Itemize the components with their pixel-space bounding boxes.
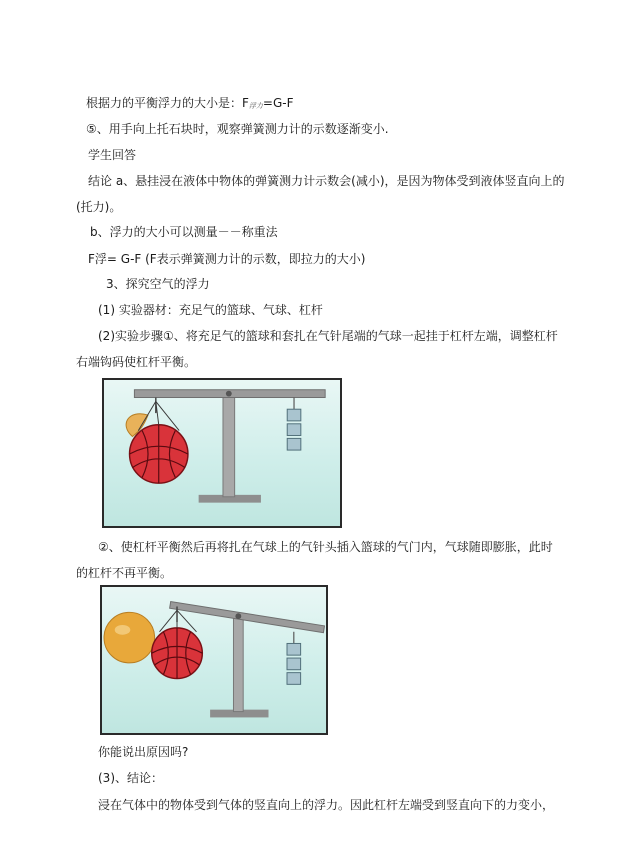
text-line-2: ⑤、用手向上托石块时，观察弹簧测力计的示数逐渐变小. — [86, 122, 389, 136]
text-line-1 — [86, 95, 294, 114]
text-line-12: ②、使杠杆平衡然后再将扎在气球上的气针头插入篮球的气门内，气球随即膨胀，此时 — [98, 540, 553, 554]
text-line-5: (托力)。 — [76, 200, 122, 214]
balloon-highlight — [115, 625, 131, 635]
hanging-weight-1 — [287, 409, 301, 421]
text-line-10: (2)实验步骤①、将充足气的篮球和套扎在气针尾端的气球一起挂于杠杆左端，调整杠杆 — [98, 329, 558, 343]
text-line-4: 结论 a、悬挂浸在液体中物体的弹簧测力计示数会(减小)，是因为物体受到液体竖直向上的 — [88, 174, 565, 188]
unbalanced-lever-illustration — [102, 587, 326, 733]
hanging-weight-2 — [287, 424, 301, 436]
buoyancy-formula-prefix: 根据力的平衡浮力的大小是：F — [86, 96, 249, 110]
text-line-13: 的杠杆不再平衡。 — [76, 566, 173, 580]
hanging-weight-1 — [287, 643, 301, 655]
question-line: 你能说出原因吗? — [98, 745, 189, 759]
text-line-7: F浮= G-F (F表示弹簧测力计的示数，即拉力的大小) — [88, 252, 366, 266]
lever-stand — [223, 394, 235, 497]
buoyancy-subscript: 浮力 — [248, 102, 263, 110]
text-line-3: 学生回答 — [88, 148, 137, 162]
hanging-weight-3 — [287, 673, 301, 685]
inflated-balloon-icon — [104, 612, 155, 663]
text-line-9: (1) 实验器材：充足气的篮球、气球、杠杆 — [98, 303, 323, 317]
lever-pivot — [226, 391, 232, 397]
hanging-weight-2 — [287, 658, 301, 670]
figure-unbalanced-lever — [100, 585, 328, 735]
lever-pivot — [235, 613, 241, 619]
text-line-16: 浸在气体中的物体受到气体的竖直向上的浮力。因此杠杆左端受到竖直向下的力变小， — [98, 798, 555, 812]
hanging-weight-3 — [287, 438, 301, 450]
conclusion-heading: (3)、结论： — [98, 771, 163, 785]
text-line-11: 右端钩码使杠杆平衡。 — [76, 355, 197, 369]
balanced-lever-illustration — [104, 380, 340, 526]
lever-stand — [233, 616, 243, 711]
buoyancy-formula-suffix: =G-F — [262, 96, 294, 110]
text-line-6: b、浮力的大小可以测量－－称重法 — [90, 225, 278, 239]
figure-balanced-lever — [102, 378, 342, 528]
section-heading: 3、探究空气的浮力 — [106, 277, 210, 291]
